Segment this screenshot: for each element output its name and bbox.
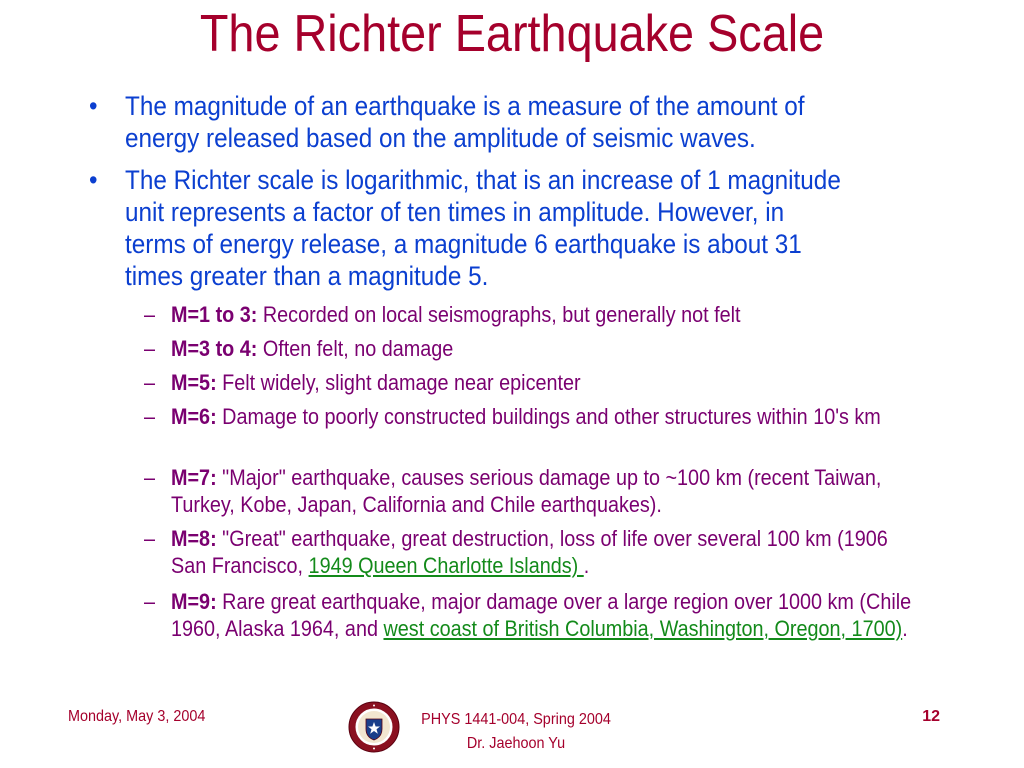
queen-charlotte-link[interactable]: 1949 Queen Charlotte Islands)	[308, 553, 584, 578]
footer-course: PHYS 1441-004, Spring 2004	[421, 711, 611, 728]
sub-text: Often felt, no damage	[257, 336, 454, 361]
sub-item-m5	[144, 369, 927, 396]
sub-label: M=5:	[171, 370, 217, 395]
sub-dash: –	[144, 526, 156, 551]
bullet-text: The Richter scale is logarithmic, that is an increase of 1 magnitude unit represents a factor of ten times in amplitude. However, in terms of energy release, a magnitude 6 earthquake is about 31 times greater than a magnitude 5.	[125, 165, 841, 291]
sub-text-end: .	[583, 553, 590, 578]
sub-label: M=6:	[171, 404, 217, 429]
sub-dash: –	[144, 465, 156, 490]
footer-course-info	[408, 708, 624, 756]
sub-item-m8	[144, 525, 927, 579]
sub-item-m7	[144, 464, 927, 518]
sub-item-m3-4	[144, 335, 927, 362]
bullet-dot: •	[89, 165, 98, 195]
sub-text-end: .	[902, 616, 908, 641]
sub-text: "Major" earthquake, causes serious damage up to ~100 km (recent Taiwan, Turkey, Kobe, Japan, California and Chile earthquakes).	[171, 465, 882, 517]
sub-text: Recorded on local seismographs, but generally not felt	[257, 302, 741, 327]
sub-text: Felt widely, slight damage near epicenter	[216, 370, 581, 395]
sub-dash: –	[144, 370, 156, 395]
sub-label: M=7:	[171, 465, 217, 490]
sub-item-m6	[144, 403, 927, 430]
slide-title: The Richter Earthquake Scale	[199, 5, 825, 63]
sub-item-m1-3	[144, 301, 927, 328]
university-seal-icon	[348, 701, 400, 753]
sub-text: Damage to poorly constructed buildings and other structures within 10's km	[216, 404, 881, 429]
british-columbia-link[interactable]: west coast of British Columbia, Washington, Oregon, 1700)	[383, 616, 903, 641]
sub-text: Rare great earthquake, major damage over a large region over 1000 km (Chile 1960, Alaska 1964, and	[171, 589, 912, 641]
bullet-dot: •	[89, 91, 98, 121]
sub-dash: –	[144, 589, 156, 614]
sub-dash: –	[144, 302, 156, 327]
sub-label: M=3 to 4:	[171, 336, 258, 361]
sub-label: M=8:	[171, 526, 217, 551]
bullet-magnitude	[89, 90, 845, 154]
sub-label: M=9:	[171, 589, 217, 614]
sub-dash: –	[144, 336, 156, 361]
bullet-logarithmic	[89, 164, 845, 292]
page-number: 12	[922, 708, 940, 725]
bullet-text: The magnitude of an earthquake is a measure of the amount of energy released based on the amplitude of seismic waves.	[125, 91, 805, 153]
footer-instructor: Dr. Jaehoon Yu	[466, 735, 566, 752]
footer-date: Monday, May 3, 2004	[68, 708, 206, 725]
sub-item-m9	[144, 588, 927, 642]
sub-text: "Great" earthquake, great destruction, loss of life over several 100 km (1906 San Francisco,	[171, 526, 888, 578]
sub-label: M=1 to 3:	[171, 302, 258, 327]
sub-dash: –	[144, 404, 156, 429]
